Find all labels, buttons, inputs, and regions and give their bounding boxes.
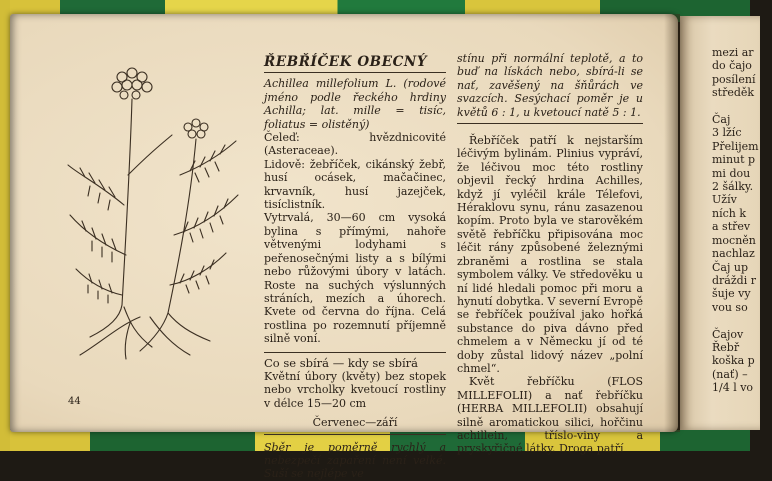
page-number: 44 [68, 396, 81, 407]
what-is-collected: Květní úbory (květy) bez stopek nebo vrcholky kvetoucí rostliny v délce 15—20 cm [264, 369, 446, 410]
clipped-line: Čaj [712, 113, 731, 127]
clipped-line: posílení [712, 72, 756, 86]
clipped-line: (nať) – [712, 367, 748, 381]
flower-head-left [112, 68, 152, 99]
clipped-line: dráždi r [712, 273, 756, 287]
clipped-line: 2 šálky. [712, 180, 754, 194]
text-column-2 [457, 52, 643, 456]
clipped-line: 1/4 l vo [712, 381, 754, 395]
history-paragraph: Řebříček patří k nejstarším léčivým bylinám. Plinius vypráví, že léčivou moc této rostliny objevil řecký hrdina Achilles, když jí vyléčil krále Télefovi, Héraklovu synu, ránu zasazenou kopím. Proto byla ve starověkém světě řebříčku připisována moc léčit rány způsobené železnými zbraněmi a rostlina se stala symbolem války. Ve středověku u ní lidé hledali pomoc při moru a hynutí dobytka. V severní Evropě se řebříček používal jako hořká substance do piva dávno před chmelem a v Německu jí od té doby zůstal lidový název „polní chmel“. [457, 134, 643, 375]
botanical-name: Achillea millefolium L. (rodové jméno podle řeckého hrdiny Achilla; lat. mille = tisíc, foliatus = olistěný) [264, 77, 446, 131]
book-gutter [664, 14, 680, 432]
clipped-line: šuje vy [712, 287, 751, 301]
clipped-line: 3 lžíc [712, 126, 742, 140]
clipped-line: ních k [712, 206, 747, 220]
clipped-line: Užív [712, 193, 737, 207]
description: Vytrvalá, 30—60 cm vysoká bylina s přímými, nahoře větvenými lodyhami s peřenosečnými listy a s bílými nebo růžovými úbory v latách. Roste na suchých výslunných stráních, mezích a úhorech. Kvete od června do října. Celá rostlina po rozemnutí příjemně silně voní. [264, 211, 446, 346]
clipped-line: koška p [712, 354, 755, 368]
drying-note: Sběr je poměrně rychlý a nebezpečí zapaření není velké. Suší se nejlépe ve [264, 440, 446, 481]
text-column-3-clipped [712, 46, 772, 395]
book-cover-edge-left [0, 0, 10, 451]
clipped-line: Přelijem [712, 139, 759, 153]
clipped-line [712, 314, 772, 327]
clipped-line: Řebř [712, 340, 740, 354]
clipped-line: minut p [712, 153, 756, 167]
family: Čeleď: hvězdnicovité (Asteraceae). [264, 131, 446, 158]
clipped-line: a střev [712, 220, 751, 234]
clipped-line: středěk [712, 86, 755, 100]
clipped-line: nachlaz [712, 247, 755, 261]
clipped-line: mezi ar [712, 46, 754, 59]
clipped-line: mocněn [712, 233, 756, 247]
clipped-line: Čajov [712, 327, 744, 341]
harvest-season: Červenec—září [264, 416, 446, 434]
clipped-line: Čaj up [712, 260, 749, 274]
drying-note-continued: stínu při normální teplotě, a to buď na lískách nebo, sbírá-li se nať, zavěšený na šňůrách ve svazcích. Sesýchací poměr je u květů 6 : 1, u kvetoucí natě 5 : 1. [457, 52, 643, 124]
article-title: ŘEBŘÍČEK OBECNÝ [264, 56, 446, 73]
clipped-line: do čajo [712, 59, 752, 73]
yarrow-illustration [60, 55, 245, 365]
clipped-line: mi dou [712, 166, 751, 180]
constituents-paragraph: Květ řebříčku (FLOS MILLEFOLII) a nať řebříčku (HERBA MILLEFOLII) obsahují silně aromatickou silici, hořčinu achillein, tříslo-viny a pryskyřičné látky. Droga patří [457, 375, 643, 456]
text-column-1 [264, 52, 446, 481]
flower-head-right [184, 119, 208, 138]
section-heading: Co se sbírá — kdy se sbírá [264, 352, 446, 370]
clipped-line [712, 100, 772, 113]
clipped-line: vou so [712, 300, 748, 314]
folk-names: Lidově: žebříček, cikánský žebř, husí ocásek, mačačinec, krvavník, husí jazejček, tisíclistník. [264, 157, 446, 212]
